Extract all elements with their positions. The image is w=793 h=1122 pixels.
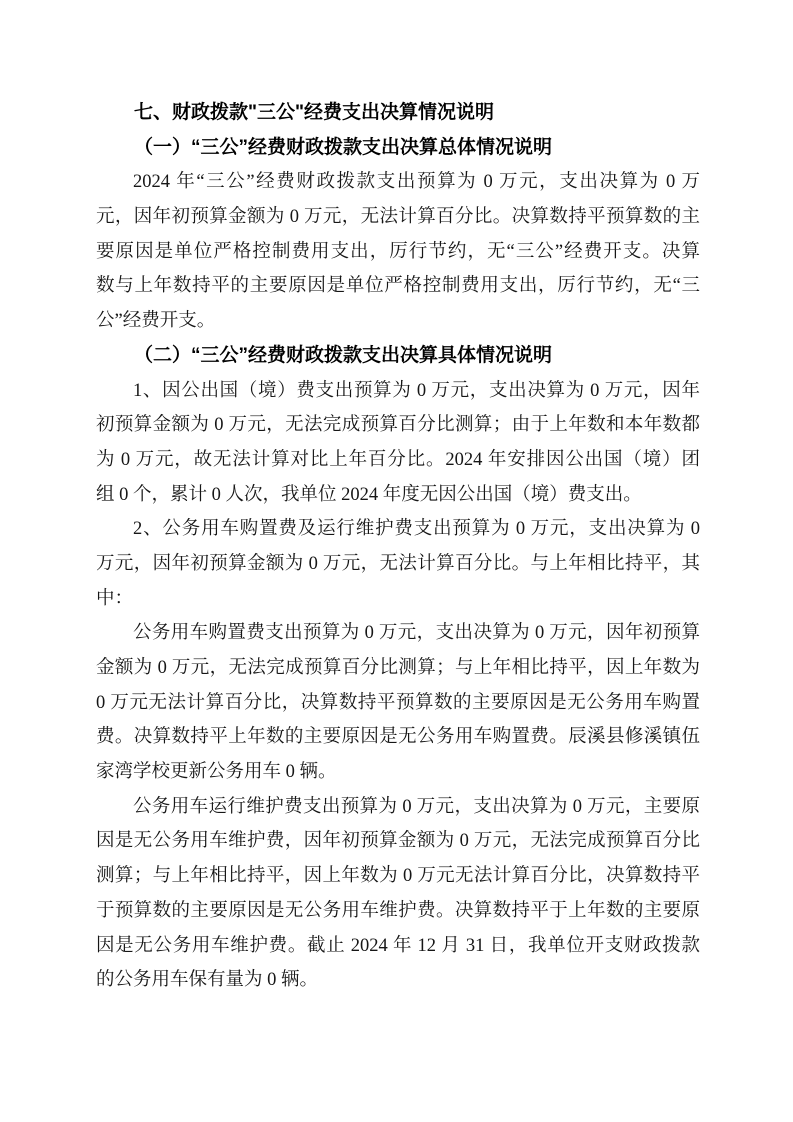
paragraph-line: 2、公务用车购置费及运行维护费支出预算为 0 万元，支出决算为 0 (133, 519, 700, 540)
paragraph-line: 公”经费开支。 (96, 311, 216, 332)
paragraph-line: 元，因年初预算金额为 0 万元，无法计算百分比。决算数持平预算数的主 (96, 207, 700, 228)
paragraph-overall-explanation (96, 165, 700, 338)
paragraph-line: 因是无公务用车维护费，因年初预算金额为 0 万元，无法完成预算百分比 (96, 831, 700, 852)
paragraph-line: 家湾学校更新公务用车 0 辆。 (96, 762, 337, 783)
document-page (96, 96, 700, 998)
paragraph-line: 公务用车运行维护费支出预算为 0 万元，支出决算为 0 万元，主要原 (133, 796, 700, 817)
paragraph-line: 初预算金额为 0 万元，无法完成预算百分比测算；由于上年数和本年数都 (96, 415, 700, 436)
paragraph-line: 1、因公出国（境）费支出预算为 0 万元，支出决算为 0 万元，因年 (133, 380, 700, 401)
paragraph-line: 测算；与上年相比持平，因上年数为 0 万元无法计算百分比，决算数持平 (96, 866, 700, 887)
paragraph-line: 组 0 个，累计 0 人次，我单位 2024 年度无因公出国（境）费支出。 (96, 484, 642, 505)
paragraph-line: 0 万元无法计算百分比，决算数持平预算数的主要原因是无公务用车购置 (96, 692, 700, 713)
paragraph-vehicle-maintenance (96, 790, 700, 998)
paragraph-vehicle-purchase (96, 616, 700, 789)
paragraph-line: 中： (96, 588, 134, 609)
paragraph-line: 数与上年数持平的主要原因是单位严格控制费用支出，厉行节约，无“三 (96, 276, 700, 297)
paragraph-line: 于预算数的主要原因是无公务用车维护费。决算数持平于上年数的主要原 (96, 900, 700, 921)
paragraph-line: 2024 年“三公”经费财政拨款支出预算为 0 万元，支出决算为 0 万 (133, 172, 700, 193)
paragraph-line: 因是无公务用车维护费。截止 2024 年 12 月 31 日，我单位开支财政拨款 (96, 935, 700, 956)
paragraph-line: 金额为 0 万元，无法完成预算百分比测算；与上年相比持平，因上年数为 (96, 658, 700, 678)
paragraph-line: 的公务用车保有量为 0 辆。 (96, 970, 319, 991)
paragraph-line: 为 0 万元，故无法计算对比上年百分比。2024 年安排因公出国（境）团 (96, 449, 700, 470)
heading-section-seven: 七、财政拨款"三公"经费支出决算情况说明 (134, 102, 495, 123)
paragraph-official-vehicles-summary (96, 512, 700, 616)
paragraph-overseas-trips (96, 374, 700, 513)
heading-subsection-one: （一）“三公”经费财政拨款支出决算总体情况说明 (134, 136, 553, 158)
paragraph-line: 要原因是单位严格控制费用支出，厉行节约，无“三公”经费开支。决算 (96, 241, 700, 262)
heading-subsection-two: （二）“三公”经费财政拨款支出决算具体情况说明 (134, 344, 553, 366)
paragraph-line: 万元，因年初预算金额为 0 万元，无法计算百分比。与上年相比持平，其 (96, 553, 700, 574)
paragraph-line: 费。决算数持平上年数的主要原因是无公务用车购置费。辰溪县修溪镇伍 (96, 727, 700, 748)
paragraph-line: 公务用车购置费支出预算为 0 万元，支出决算为 0 万元，因年初预算 (133, 623, 700, 644)
